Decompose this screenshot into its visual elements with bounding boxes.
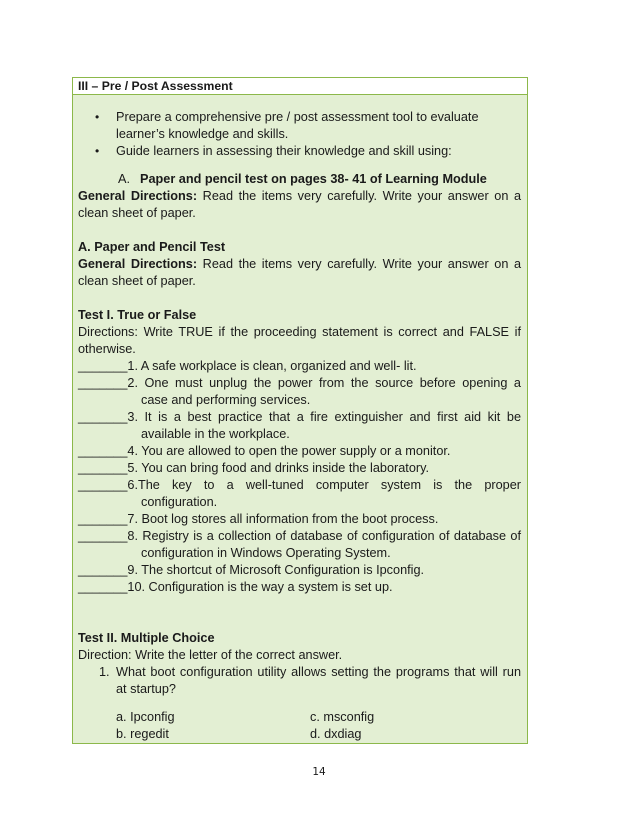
test1-item-9: _______9. The shortcut of Microsoft Configuration is Ipconfig. — [78, 563, 425, 577]
test1-directions-line1: Directions: Write TRUE if the proceeding statement is correct and FALSE if — [78, 325, 521, 339]
test1-item-6-line1: _______6.The key to a well-tuned computer system is the proper — [78, 478, 521, 492]
subheading-paper-pencil-test: A. Paper and Pencil Test — [78, 240, 226, 254]
test1-item-10: _______10. Configuration is the way a system is set up. — [78, 580, 393, 594]
test1-title: Test I. True or False — [78, 308, 197, 322]
choice-d: d. dxdiag — [310, 727, 362, 741]
test1-item-6-line2: configuration. — [141, 495, 218, 509]
test1-item-2-line2: case and performing services. — [141, 393, 311, 407]
test2-title: Test II. Multiple Choice — [78, 631, 215, 645]
test1-item-1: _______1. A safe workplace is clean, organized and well- lit. — [78, 359, 417, 373]
test1-item-8-line2: configuration in Windows Operating System. — [141, 546, 391, 560]
bullet-1-line1: Prepare a comprehensive pre / post assessment tool to evaluate — [116, 110, 479, 124]
test2-question-1-line1: What boot configuration utility allows setting the programs that will run — [116, 665, 521, 679]
test2-question-1-number: 1. — [99, 665, 110, 679]
test2-question-1-line2: at startup? — [116, 682, 176, 696]
item-a-letter: A. — [118, 172, 130, 186]
test1-directions-line2: otherwise. — [78, 342, 136, 356]
test1-item-3-line2: available in the workplace. — [141, 427, 290, 441]
test1-item-8-line1: _______8. Registry is a collection of database of configuration of database of — [78, 529, 521, 543]
general-directions-1-line2: clean sheet of paper. — [78, 206, 196, 220]
bullet-2-line1: Guide learners in assessing their knowledge and skill using: — [116, 144, 452, 158]
general-directions-2-line2: clean sheet of paper. — [78, 274, 196, 288]
test1-item-7: _______7. Boot log stores all information from the boot process. — [78, 512, 439, 526]
bullet-1-line2: learner’s knowledge and skills. — [116, 127, 289, 141]
general-directions-1-line1: General Directions: Read the items very carefully. Write your answer on a — [78, 189, 522, 203]
test1-item-5: _______5. You can bring food and drinks inside the laboratory. — [78, 461, 430, 475]
test1-item-2-line1: _______2. One must unplug the power from the source before opening a — [78, 376, 521, 390]
section-header: III – Pre / Post Assessment — [73, 78, 527, 95]
test2-directions: Direction: Write the letter of the correct answer. — [78, 648, 343, 662]
choice-c: c. msconfig — [310, 710, 375, 724]
test1-item-3-line1: _______3. It is a best practice that a fire extinguisher and first aid kit be — [78, 410, 521, 424]
item-a-text: Paper and pencil test on pages 38- 41 of Learning Module — [140, 172, 487, 186]
test1-item-4: _______4. You are allowed to open the power supply or a monitor. — [78, 444, 451, 458]
choice-a: a. Ipconfig — [116, 710, 175, 724]
bullet-2-marker: • — [95, 144, 100, 158]
choice-b: b. regedit — [116, 727, 169, 741]
page-number: 14 — [312, 766, 326, 778]
general-directions-2-line1: General Directions: Read the items very carefully. Write your answer on a — [78, 257, 522, 271]
bullet-1-marker: • — [95, 110, 100, 124]
